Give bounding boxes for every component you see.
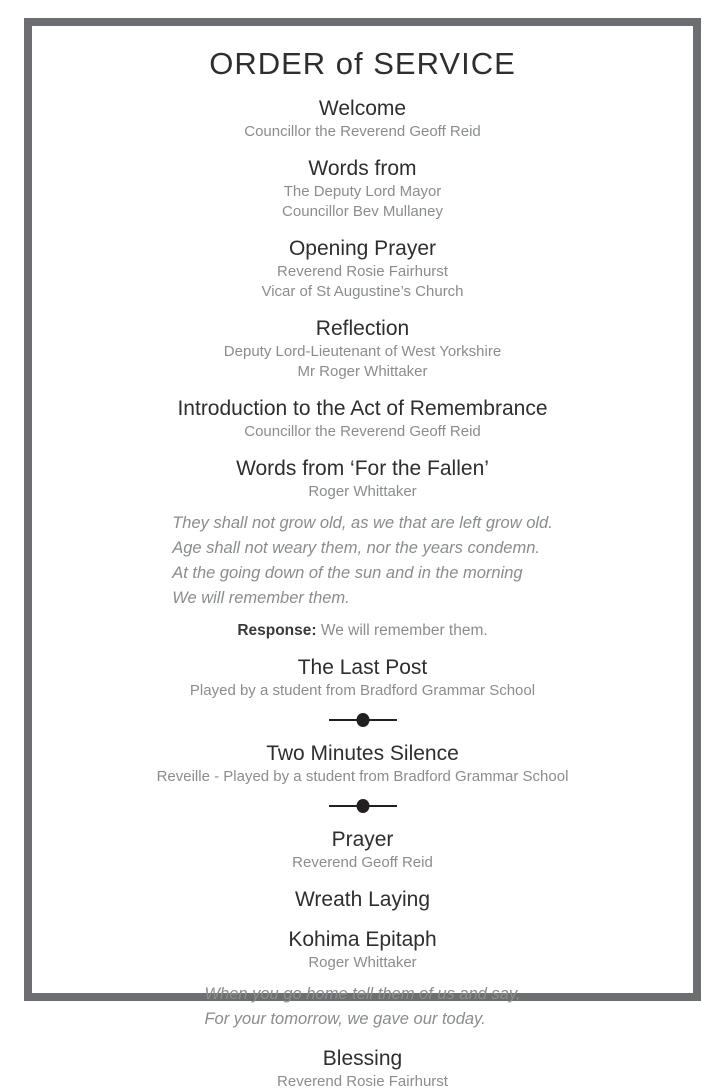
poem-text — [204, 982, 520, 1032]
section-divider — [329, 713, 397, 727]
section-heading: Reflection — [315, 317, 410, 340]
section-divider — [329, 799, 397, 813]
poem-line: For your tomorrow, we gave our today. — [204, 1010, 486, 1028]
section-subline: Councillor the Reverend Geoff Reid — [244, 423, 481, 440]
section-subline: Reverend Rosie Fairhurst — [277, 1073, 448, 1090]
response-label: Response: — [237, 622, 317, 639]
poem-block — [32, 973, 693, 1032]
section-subline: Reveille - Played by a student from Bradford Grammar School — [156, 768, 569, 785]
poem-block — [32, 502, 693, 611]
section-subline: Deputy Lord-Lieutenant of West Yorkshire — [223, 343, 502, 360]
section-subline: Vicar of St Augustine’s Church — [261, 283, 464, 300]
section-subline: The Deputy Lord Mayor — [283, 183, 442, 200]
service-section — [32, 655, 693, 701]
section-subline: Roger Whittaker — [308, 954, 417, 971]
section-subline: Roger Whittaker — [308, 483, 417, 500]
section-heading: The Last Post — [297, 656, 428, 679]
divider-dot-icon — [356, 799, 369, 813]
section-subline: Reverend Rosie Fairhurst — [277, 263, 448, 280]
section-heading: Opening Prayer — [288, 237, 437, 260]
poem-text — [172, 511, 553, 611]
section-heading: Kohima Epitaph — [288, 928, 437, 951]
poem-line: We will remember them. — [172, 589, 350, 607]
service-section — [32, 1046, 693, 1092]
section-subline: Councillor the Reverend Geoff Reid — [244, 123, 481, 140]
poem-line: Age shall not weary them, nor the years condemn. — [172, 539, 540, 557]
page-title: ORDER of SERVICE — [209, 46, 516, 81]
section-heading: Words from ‘For the Fallen’ — [236, 457, 489, 480]
section-subline: Played by a student from Bradford Grammar School — [189, 682, 536, 699]
service-section — [32, 396, 693, 442]
section-heading: Blessing — [322, 1047, 403, 1070]
service-section — [32, 827, 693, 873]
poem-line: When you go home tell them of us and say, — [204, 985, 521, 1003]
poem-line: At the going down of the sun and in the morning — [172, 564, 523, 582]
service-section — [32, 96, 693, 142]
service-section — [32, 927, 693, 973]
service-section — [32, 316, 693, 382]
service-section — [32, 456, 693, 502]
service-section — [32, 236, 693, 302]
divider-dot-icon — [356, 713, 369, 727]
section-subline: Councillor Bev Mullaney — [282, 203, 443, 220]
section-heading: Welcome — [318, 97, 407, 120]
order-of-service — [32, 26, 693, 1092]
section-heading: Two Minutes Silence — [266, 742, 459, 765]
response-line — [32, 621, 693, 641]
response-text: We will remember them. — [320, 622, 488, 639]
service-section — [32, 741, 693, 787]
section-subline: Reverend Geoff Reid — [292, 854, 433, 871]
section-heading: Prayer — [331, 828, 394, 851]
section-subline: Mr Roger Whittaker — [297, 363, 428, 380]
poem-line: They shall not grow old, as we that are left grow old. — [172, 514, 553, 532]
service-section — [32, 156, 693, 222]
section-heading: Introduction to the Act of Remembrance — [177, 397, 548, 420]
section-heading: Wreath Laying — [294, 888, 431, 911]
service-section — [32, 887, 693, 913]
section-heading: Words from — [308, 157, 417, 180]
page-border-frame — [24, 18, 701, 1090]
